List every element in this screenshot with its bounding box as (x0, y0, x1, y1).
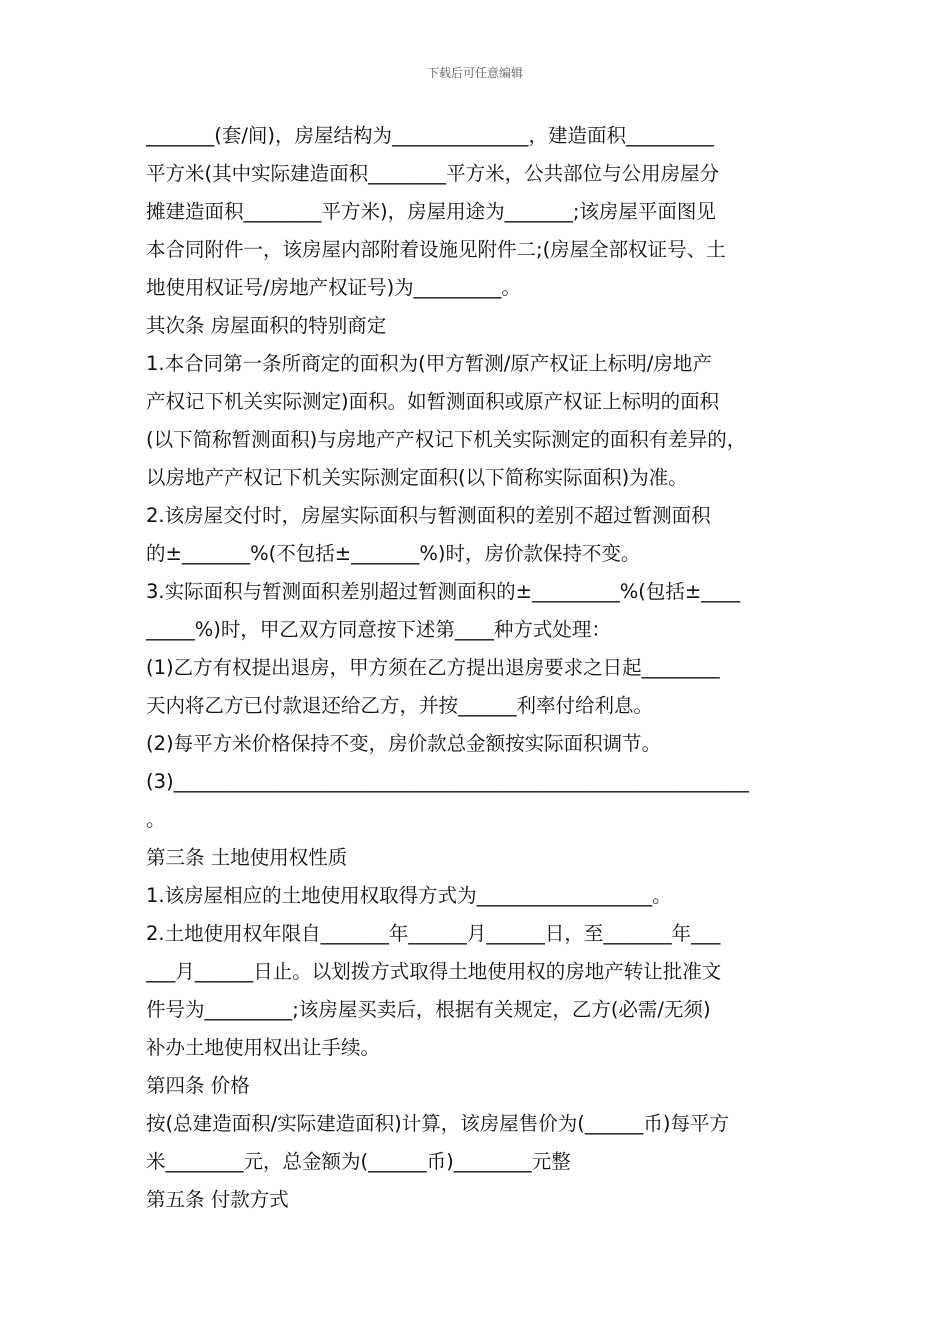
text-line: 平方米(其中实际建造面积________平方米，公共部位与公用房屋分 (146, 162, 720, 185)
text-line: (1)乙方有权提出退房，甲方须在乙方提出退房要求之日起________ (146, 656, 720, 679)
text-line: 摊建造面积________平方米)，房屋用途为_______;该房屋平面图见 (146, 200, 716, 223)
section-heading: 第五条 付款方式 (146, 1188, 289, 1211)
text-line: 产权记下机关实际测定)面积。如暂测面积或原产权证上标明的面积 (146, 390, 720, 413)
text-line: 。 (146, 808, 166, 831)
text-line: 3.实际面积与暂测面积差别超过暂测面积的±_________%(包括±____ (146, 580, 741, 603)
text-line: 米________元，总金额为(______币)________元整 (146, 1150, 571, 1173)
section-heading: 第三条 土地使用权性质 (146, 846, 348, 869)
text-line: _______(套/间)，房屋结构为______________，建造面积_________ (146, 124, 714, 147)
text-line: 本合同附件一，该房屋内部附着设施见附件二;(房屋全部权证号、土 (146, 238, 726, 261)
text-line: 的±_______%(不包括±_______%)时，房价款保持不变。 (146, 542, 641, 565)
text-line: 天内将乙方已付款退还给乙方，并按______利率付给利息。 (146, 694, 654, 717)
text-line: 以房地产产权记下机关实际测定面积(以下简称实际面积)为准。 (146, 466, 688, 489)
text-line: ___月______日止。以划拨方式取得土地使用权的房地产转让批准文 (146, 960, 722, 983)
text-line: (3)___________________________________________________________ (146, 770, 749, 793)
section-heading: 第四条 价格 (146, 1074, 250, 1097)
section-heading: 其次条 房屋面积的特别商定 (146, 314, 387, 337)
contract-body (146, 117, 818, 1219)
header-note: 下载后可任意编辑 (426, 66, 523, 80)
text-line: (2)每平方米价格保持不变，房价款总金额按实际面积调节。 (146, 732, 662, 755)
text-line: 补办土地使用权出让手续。 (146, 1036, 381, 1059)
text-line: (以下简称暂测面积)与房地产产权记下机关实际测定的面积有差异的， (146, 428, 747, 451)
text-line: 件号为_________;该房屋买卖后，根据有关规定，乙方(必需/无须) (146, 998, 711, 1021)
text-line: 2.该房屋交付时，房屋实际面积与暂测面积的差别不超过暂测面积 (146, 504, 711, 527)
text-line: 1.本合同第一条所商定的面积为(甲方暂测/原产权证上标明/房地产 (146, 352, 712, 375)
text-line: 2.土地使用权年限自_______年______月______日，至_______年___ (146, 922, 721, 945)
text-line: 地使用权证号/房地产权证号)为_________。 (146, 276, 521, 299)
text-line: 按(总建造面积/实际建造面积)计算，该房屋售价为(______币)每平方 (146, 1112, 730, 1135)
text-line: 1.该房屋相应的土地使用权取得方式为__________________。 (146, 884, 672, 907)
text-line: _____%)时，甲乙双方同意按下述第____种方式处理： (146, 618, 611, 641)
